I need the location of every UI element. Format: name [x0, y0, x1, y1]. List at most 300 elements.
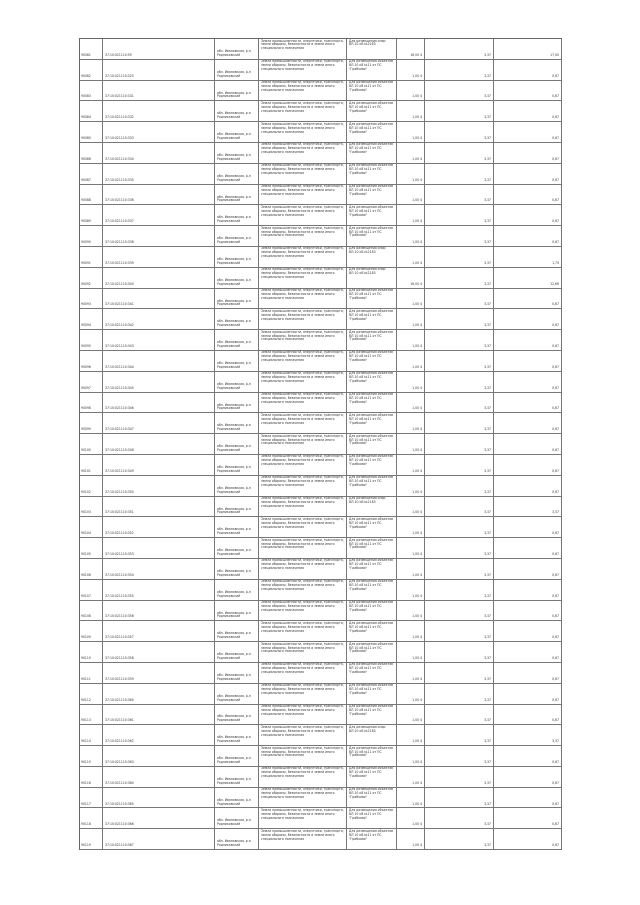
cell-text-k1: 4	[420, 260, 422, 265]
cell-text-k2: 3,37	[484, 822, 491, 827]
table-row	[80, 289, 562, 310]
land-category-cell	[259, 808, 347, 828]
coefficient-cell	[425, 642, 494, 662]
permitted-use-cell	[347, 538, 397, 558]
cell-text-val: 0,67	[552, 385, 559, 390]
value-cell	[494, 81, 562, 101]
cell-text-val: 0,67	[552, 822, 559, 827]
permitted-use-cell	[347, 247, 397, 267]
cell-text-cad: 37:10:021110:364	[105, 780, 134, 785]
area-cell	[397, 413, 425, 433]
land-category-cell	[259, 788, 347, 808]
cell-text-cat: Земли промышленности, энергетики, транспорта, земли обороны, безопасности и земли иного специального назначения	[261, 787, 344, 799]
cell-text-cat: Земли промышленности, энергетики, транспорта, земли обороны, безопасности и земли иного специального назначения	[261, 226, 344, 238]
land-category-cell	[259, 642, 347, 662]
permitted-use-cell	[347, 497, 397, 517]
cell-text-k1: 4	[420, 843, 422, 848]
cell-text-area: 1,00	[412, 510, 420, 515]
cell-text-val: 0,67	[552, 73, 559, 78]
permitted-use-cell	[347, 268, 397, 288]
permitted-use-cell	[347, 559, 397, 579]
area-cell	[397, 205, 425, 225]
area-cell	[397, 455, 425, 475]
cell-text-k1: 4	[420, 364, 422, 369]
area-cell	[397, 309, 425, 329]
cell-text-val: 0,67	[552, 572, 559, 577]
location-cell	[215, 767, 259, 787]
permitted-use-cell	[347, 580, 397, 600]
cell-text-k1: 4	[420, 572, 422, 577]
cell-text-k2: 3,37	[484, 572, 491, 577]
row-number-cell	[80, 455, 103, 475]
cell-text-area: 1,00	[412, 614, 420, 619]
table-row	[80, 580, 562, 601]
cell-text-k1: 4	[420, 156, 422, 161]
cell-text-k2: 3,37	[484, 115, 491, 120]
cell-text-cat: Земли промышленности, энергетики, транспорта, земли обороны, безопасности и земли иного специального назначения	[261, 184, 344, 196]
area-cell	[397, 330, 425, 350]
cell-text-loc: обл. Ивановская, р-н Родниковский	[217, 277, 251, 286]
cell-text-k2: 3,37	[484, 801, 491, 806]
cell-text-cat: Земли промышленности, энергетики, транспорта, земли обороны, безопасности и земли иного специального назначения	[261, 746, 344, 758]
permitted-use-cell	[347, 226, 397, 246]
cell-text-cad: 37:10:021110:59	[105, 52, 132, 57]
cell-text-val: 0,67	[552, 843, 559, 848]
cell-text-cat: Земли промышленности, энергетики, транспорта, земли обороны, безопасности и земли иного специального назначения	[261, 538, 344, 550]
area-cell	[397, 705, 425, 725]
table-row	[80, 538, 562, 559]
cell-text-val: 0,67	[552, 552, 559, 557]
area-cell	[397, 351, 425, 371]
cell-text-loc: обл. Ивановская, р-н Родниковский	[217, 527, 251, 536]
cell-text-val: 17,00	[550, 52, 559, 57]
row-number-cell	[80, 413, 103, 433]
cadastral-number-cell	[103, 455, 215, 475]
cell-text-k1: 4	[420, 656, 422, 660]
land-category-cell	[259, 434, 347, 454]
cell-text-num: 90081	[81, 52, 91, 57]
land-category-cell	[259, 580, 347, 600]
cell-text-area: 1,00	[412, 323, 420, 328]
area-cell	[397, 81, 425, 101]
cell-text-num: 90084	[81, 115, 91, 120]
table-row	[80, 226, 562, 247]
cell-text-k1: 4	[420, 614, 422, 619]
cell-text-val: 0,67	[552, 697, 559, 702]
coefficient-cell	[425, 205, 494, 225]
permitted-use-cell	[347, 330, 397, 350]
cell-text-cat: Земли промышленности, энергетики, транспорта, земли обороны, безопасности и земли иного специального назначения	[261, 683, 344, 696]
cell-text-k1: 4	[420, 448, 422, 453]
row-number-cell	[80, 289, 103, 309]
value-cell	[494, 705, 562, 725]
permitted-use-cell	[347, 101, 397, 121]
cell-text-use: Для размещения опор ВЛ-10 кВ №2183	[349, 267, 386, 276]
coefficient-cell	[425, 413, 494, 433]
cell-text-num: 90115	[81, 759, 91, 764]
cell-text-area: 1,00	[412, 489, 420, 494]
row-number-cell	[80, 309, 103, 329]
area-cell	[397, 538, 425, 558]
cell-text-cad: 37:10:021110:354	[105, 572, 134, 577]
cell-text-cad: 37:10:021110:365	[105, 801, 134, 806]
cell-text-val: 0,67	[552, 302, 559, 307]
table-row	[80, 372, 562, 393]
value-cell	[494, 559, 562, 579]
land-category-cell	[259, 101, 347, 121]
cell-text-val: 3,37	[552, 739, 559, 744]
cell-text-use: Для размещения объектов ВЛ 10 кВ №11 от ПС "Грибково"	[349, 558, 393, 571]
land-category-cell	[259, 413, 347, 433]
row-number-cell	[80, 621, 103, 641]
cadastral-number-cell	[103, 725, 215, 745]
cell-text-cad: 37:10:021110:361	[105, 718, 134, 723]
cell-text-cat: Земли промышленности, энергетики, транспорта, земли обороны, безопасности и земли иного специального назначения	[261, 829, 344, 841]
land-category-cell	[259, 621, 347, 641]
cell-text-use: Для размещения объектов ВЛ 10 кВ №11 от ПС "Грибково"	[349, 704, 393, 716]
table-row	[80, 476, 562, 497]
row-number-cell	[80, 725, 103, 745]
value-cell	[494, 746, 562, 766]
row-number-cell	[80, 497, 103, 517]
area-cell	[397, 642, 425, 662]
area-cell	[397, 247, 425, 267]
cell-text-use: Для размещения объектов ВЛ 10 кВ №11 от ПС "Грибково"	[349, 621, 393, 633]
cell-text-area: 1,00	[412, 635, 420, 640]
cadastral-number-cell	[103, 205, 215, 225]
cell-text-num: 90085	[81, 136, 91, 141]
land-category-cell	[259, 705, 347, 725]
land-category-cell	[259, 746, 347, 766]
cell-text-k1: 4	[420, 281, 422, 286]
coefficient-cell	[425, 705, 494, 725]
cell-text-cat: Земли промышленности, энергетики, транспорта, земли обороны, безопасности и земли иного специального назначения	[261, 642, 344, 654]
row-number-cell	[80, 205, 103, 225]
table-row	[80, 829, 562, 850]
cell-text-num: 90087	[81, 177, 91, 182]
cell-text-num: 90092	[81, 281, 91, 286]
row-number-cell	[80, 247, 103, 267]
value-cell	[494, 101, 562, 121]
land-category-cell	[259, 226, 347, 246]
cell-text-use: Для размещения объектов ВЛ 10 кВ №11 от ПС "Грибково"	[349, 579, 393, 592]
cell-text-num: 90094	[81, 323, 91, 328]
table-row	[80, 684, 562, 705]
cell-text-use: Для размещения опор ВЛ-10 кВ №2183	[349, 39, 386, 47]
land-category-cell	[259, 268, 347, 288]
cell-text-area: 1,00	[412, 448, 420, 453]
row-number-cell	[80, 351, 103, 371]
cell-text-area: 1,00	[412, 593, 420, 598]
cell-text-cad: 37:10:021110:356	[105, 614, 134, 619]
cell-text-area: 1,00	[412, 364, 420, 369]
cell-text-area: 1,00	[412, 385, 420, 390]
permitted-use-cell	[347, 393, 397, 413]
value-cell	[494, 829, 562, 849]
cell-text-cat: Земли промышленности, энергетики, транспорта, земли обороны, безопасности и земли иного специального назначения	[261, 454, 344, 467]
land-category-cell	[259, 143, 347, 163]
cell-text-cat: Земли промышленности, энергетики, транспорта, земли обороны, безопасности и земли иного специального назначения	[261, 59, 344, 72]
coefficient-cell	[425, 434, 494, 454]
cell-text-area: 1,00	[412, 115, 420, 120]
cadastral-number-cell	[103, 185, 215, 205]
location-cell	[215, 476, 259, 496]
cell-text-area: 1,00	[412, 656, 420, 660]
cell-text-cat: Земли промышленности, энергетики, транспорта, земли обороны, безопасности и земли иного специального назначения	[261, 288, 344, 300]
cell-text-use: Для размещения объектов ВЛ 10 кВ №11 от ПС "Грибково"	[349, 538, 393, 550]
cell-text-k2: 3,37	[484, 427, 491, 432]
cell-text-k2: 3,37	[484, 510, 491, 515]
cell-text-cad: 37:10:021110:343	[105, 344, 134, 349]
cell-text-cat: Земли промышленности, энергетики, транспорта, земли обороны, безопасности и земли иного специального назначения	[261, 122, 344, 134]
cadastral-number-cell	[103, 767, 215, 787]
coefficient-cell	[425, 663, 494, 683]
cell-text-loc: обл. Ивановская, р-н Родниковский	[217, 464, 251, 473]
cell-text-cat: Земли промышленности, энергетики, транспорта, земли обороны, безопасности и земли иного специального назначения	[261, 163, 344, 176]
row-number-cell	[80, 642, 103, 662]
value-cell	[494, 580, 562, 600]
table-row	[80, 247, 562, 268]
cell-text-k2: 3,37	[484, 260, 491, 265]
cell-text-k2: 3,37	[484, 281, 491, 286]
cadastral-number-cell	[103, 517, 215, 537]
value-cell	[494, 497, 562, 517]
land-category-cell	[259, 164, 347, 184]
cell-text-k2: 3,37	[484, 656, 491, 660]
cell-text-use: Для размещения объектов ВЛ 10 кВ №11 от ПС "Грибково"	[349, 101, 393, 113]
cadastral-number-cell	[103, 60, 215, 80]
permitted-use-cell	[347, 309, 397, 329]
cell-text-val: 0,67	[552, 801, 559, 806]
row-number-cell	[80, 393, 103, 413]
location-cell	[215, 725, 259, 745]
cell-text-val: 0,67	[552, 219, 559, 224]
row-number-cell	[80, 122, 103, 142]
location-cell	[215, 497, 259, 517]
permitted-use-cell	[347, 684, 397, 704]
cell-text-k2: 3,37	[484, 468, 491, 473]
land-category-cell	[259, 725, 347, 745]
cell-text-num: 90088	[81, 198, 91, 203]
permitted-use-cell	[347, 455, 397, 475]
table-row	[80, 455, 562, 476]
cell-text-k1: 4	[420, 52, 422, 57]
location-cell	[215, 455, 259, 475]
cell-text-cat: Земли промышленности, энергетики, транспорта, земли обороны, безопасности и земли иного специального назначения	[261, 475, 344, 488]
cell-text-cad: 37:10:021110:362	[105, 739, 134, 744]
value-cell	[494, 476, 562, 496]
coefficient-cell	[425, 684, 494, 704]
row-number-cell	[80, 580, 103, 600]
cell-text-cat: Земли промышленности, энергетики, транспорта, земли обороны, безопасности и земли иного специального назначения	[261, 142, 344, 155]
cell-text-num: 90096	[81, 364, 91, 369]
cell-text-num: 90103	[81, 510, 91, 515]
location-cell	[215, 393, 259, 413]
cell-text-area: 1,00	[412, 427, 420, 432]
table-row	[80, 621, 562, 642]
cell-text-loc: обл. Ивановская, р-н Родниковский	[217, 319, 251, 328]
location-cell	[215, 164, 259, 184]
cell-text-cad: 37:10:021110:348	[105, 448, 134, 453]
cell-text-cad: 37:10:021110:333	[105, 136, 134, 141]
cell-text-cat: Земли промышленности, энергетики, транспорта, земли обороны, безопасности и земли иного специального назначения	[261, 246, 344, 259]
area-cell	[397, 808, 425, 828]
cell-text-cat: Земли промышленности, энергетики, транспорта, земли обороны, безопасности и земли иного специального назначения	[261, 392, 344, 404]
permitted-use-cell	[347, 289, 397, 309]
value-cell	[494, 268, 562, 288]
area-cell	[397, 767, 425, 787]
cell-text-loc: обл. Ивановская, р-н Родниковский	[217, 568, 251, 577]
cell-text-use: Для размещения объектов ВЛ 10 кВ №11 от ПС "Грибково"	[349, 662, 393, 675]
cell-text-k2: 3,37	[484, 52, 491, 57]
cell-text-k2: 3,37	[484, 198, 491, 203]
land-category-cell	[259, 517, 347, 537]
cell-text-k2: 3,37	[484, 156, 491, 161]
coefficient-cell	[425, 538, 494, 558]
cell-text-use: Для размещения объектов ВЛ 10 кВ №11 от ПС "Грибково"	[349, 392, 393, 404]
cell-text-k1: 4	[420, 198, 422, 203]
location-cell	[215, 580, 259, 600]
cell-text-cad: 37:10:021110:358	[105, 656, 134, 660]
cell-text-cad: 37:10:021110:346	[105, 406, 134, 411]
cadastral-number-cell	[103, 746, 215, 766]
location-cell	[215, 268, 259, 288]
cadastral-number-cell	[103, 788, 215, 808]
cell-text-loc: обл. Ивановская, р-н Родниковский	[217, 672, 251, 681]
cell-text-val: 0,67	[552, 177, 559, 182]
cell-text-k2: 3,37	[484, 94, 491, 99]
cell-text-num: 90106	[81, 572, 91, 577]
cadastral-number-cell	[103, 226, 215, 246]
cell-text-k1: 4	[420, 323, 422, 328]
cell-text-use: Для размещения объектов ВЛ 10 кВ №11 от ПС "Грибково"	[349, 766, 393, 779]
cadastral-number-cell	[103, 309, 215, 329]
cell-text-cat: Земли промышленности, энергетики, транспорта, земли обороны, безопасности и земли иного специального назначения	[261, 309, 344, 321]
land-category-cell	[259, 684, 347, 704]
cadastral-number-cell	[103, 663, 215, 683]
cell-text-num: 90111	[81, 676, 91, 681]
table-row	[80, 60, 562, 81]
cell-text-k2: 3,37	[484, 531, 491, 536]
area-cell	[397, 101, 425, 121]
value-cell	[494, 434, 562, 454]
cell-text-use: Для размещения объектов ВЛ 10 кВ №11 от ПС "Грибково"	[349, 371, 393, 384]
location-cell	[215, 808, 259, 828]
cell-text-val: 0,67	[552, 323, 559, 328]
value-cell	[494, 413, 562, 433]
cell-text-num: 90086	[81, 156, 91, 161]
cell-text-val: 0,67	[552, 156, 559, 161]
cell-text-cad: 37:10:021110:349	[105, 468, 134, 473]
cell-text-num: 90101	[81, 468, 91, 473]
cadastral-number-cell	[103, 684, 215, 704]
cell-text-area: 1,00	[412, 177, 420, 182]
permitted-use-cell	[347, 746, 397, 766]
cell-text-use: Для размещения опор ВЛ-10 кВ №2183	[349, 725, 386, 733]
cell-text-val: 0,67	[552, 406, 559, 411]
cell-text-val: 0,67	[552, 489, 559, 494]
land-category-cell	[259, 81, 347, 101]
coefficient-cell	[425, 122, 494, 142]
table-row	[80, 497, 562, 518]
value-cell	[494, 808, 562, 828]
location-cell	[215, 122, 259, 142]
value-cell	[494, 372, 562, 392]
row-number-cell	[80, 538, 103, 558]
cell-text-cad: 37:10:021110:342	[105, 323, 134, 328]
row-number-cell	[80, 476, 103, 496]
coefficient-cell	[425, 455, 494, 475]
row-number-cell	[80, 601, 103, 621]
land-category-cell	[259, 330, 347, 350]
cell-text-use: Для размещения объектов ВЛ 10 кВ №11 от ПС "Грибково"	[349, 330, 393, 342]
area-cell	[397, 476, 425, 496]
area-cell	[397, 289, 425, 309]
table-row	[80, 205, 562, 226]
cell-text-k2: 3,37	[484, 177, 491, 182]
cadastral-table	[79, 38, 562, 850]
cell-text-val: 0,67	[552, 593, 559, 598]
row-number-cell	[80, 101, 103, 121]
cell-text-cat: Земли промышленности, энергетики, транспорта, земли обороны, безопасности и земли иного специального назначения	[261, 621, 344, 633]
cell-text-val: 0,67	[552, 448, 559, 453]
cell-text-k1: 4	[420, 468, 422, 473]
coefficient-cell	[425, 185, 494, 205]
cell-text-cat: Земли промышленности, энергетики, транспорта, земли обороны, безопасности и земли иного специального назначения	[261, 39, 344, 51]
cell-text-num: 90110	[81, 656, 91, 660]
value-cell	[494, 247, 562, 267]
coefficient-cell	[425, 330, 494, 350]
cell-text-use: Для размещения объектов ВЛ 10 кВ №11 от ПС "Грибково"	[349, 350, 393, 363]
value-cell	[494, 351, 562, 371]
location-cell	[215, 81, 259, 101]
cell-text-num: 90108	[81, 614, 91, 619]
cell-text-k1: 4	[420, 635, 422, 640]
cell-text-area: 1,00	[412, 697, 420, 702]
value-cell	[494, 60, 562, 80]
permitted-use-cell	[347, 351, 397, 371]
cadastral-number-cell	[103, 497, 215, 517]
cell-text-val: 0,67	[552, 656, 559, 660]
area-cell	[397, 60, 425, 80]
location-cell	[215, 663, 259, 683]
row-number-cell	[80, 268, 103, 288]
permitted-use-cell	[347, 725, 397, 745]
cadastral-number-cell	[103, 39, 215, 59]
value-cell	[494, 289, 562, 309]
area-cell	[397, 39, 425, 59]
land-category-cell	[259, 372, 347, 392]
cell-text-num: 90097	[81, 385, 91, 390]
land-category-cell	[259, 476, 347, 496]
area-cell	[397, 122, 425, 142]
location-cell	[215, 247, 259, 267]
location-cell	[215, 185, 259, 205]
row-number-cell	[80, 39, 103, 59]
permitted-use-cell	[347, 829, 397, 849]
cell-text-loc: обл. Ивановская, р-н Родниковский	[217, 423, 251, 432]
cell-text-loc: обл. Ивановская, р-н Родниковский	[217, 631, 251, 640]
cell-text-k1: 4	[420, 427, 422, 432]
permitted-use-cell	[347, 767, 397, 787]
cell-text-k2: 3,37	[484, 780, 491, 785]
cell-text-k2: 3,37	[484, 489, 491, 494]
cell-text-k1: 4	[420, 593, 422, 598]
coefficient-cell	[425, 497, 494, 517]
permitted-use-cell	[347, 621, 397, 641]
row-number-cell	[80, 559, 103, 579]
cell-text-k2: 3,37	[484, 676, 491, 681]
